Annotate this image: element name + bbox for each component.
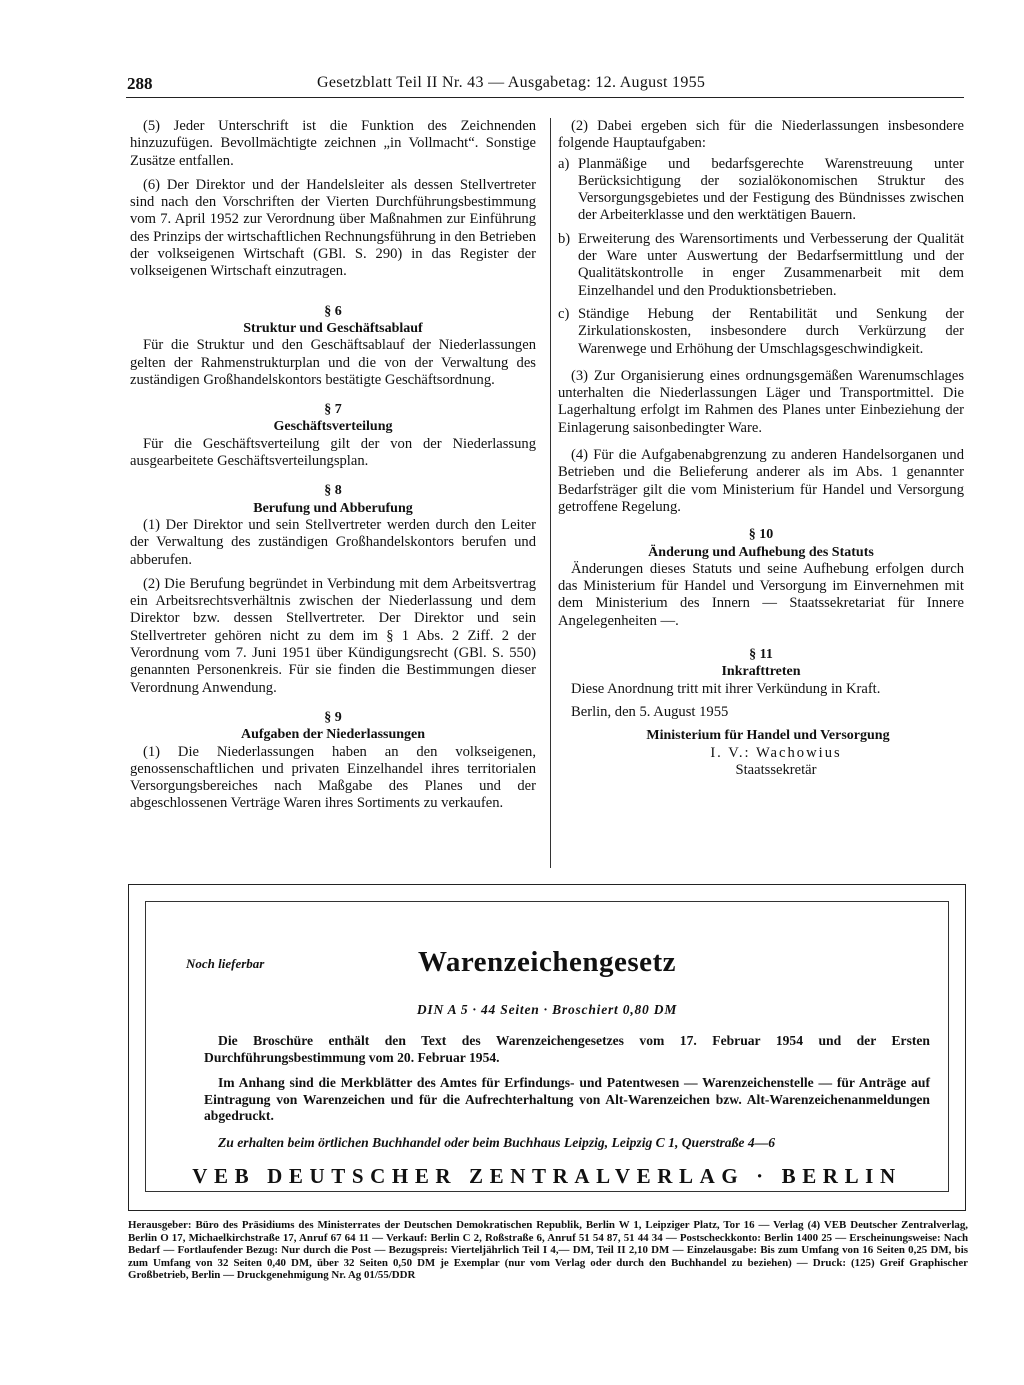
- section-6-number: § 6: [324, 303, 342, 319]
- paragraph-6: (6) Der Direktor und der Handelsleiter als dessen Stellvertreter sind nach den Vorschriften der Vierten Durchführungsbestimmung vom 7. April 1952 zur Verordnung über Maßnahmen zur Einführung des Prinzips der wirtschaftlichen Rechnungsführung in den Betrieben der volkseigenen Wirtschaft (GBl. S. 290) in das Register der volkseigenen Wirtschaft einzutragen.: [130, 176, 536, 280]
- section-11-text: Diese Anordnung tritt mit ihrer Verkündung in Kraft.: [571, 680, 881, 697]
- ad-publisher: VEB DEUTSCHER ZENTRALVERLAG · BERLIN: [192, 1164, 902, 1188]
- imprint: Herausgeber: Büro des Präsidiums des Ministerrates der Deutschen Demokratischen Republik, Berlin W 1, Leipziger Platz, Tor 16 — Verlag (4) VEB Deutscher Zentralverlag, Berlin O 17, Michaelkirchstraße 17, Anruf 67 64 11 — Verkauf: Berlin C 2, Roßstraße 6, Anruf 51 54 87, 51 44 34 — Postscheckkonto: Berlin 1400 25 — Erscheinungsweise: Nach Bedarf — Fortlaufender Bezug: Nur durch die Post — Bezugspreis: Vierteljährlich Teil I 4,— DM, Teil II 2,10 DM — Einzelausgabe: Bis zum Umfang von 16 Seiten 0,25 DM, bis zum Umfang von 32 Seiten 0,40 DM, über 32 Seiten 0,50 DM je Exemplar (nur vom Verlag oder durch den Buchhandel zu beziehen) — Druck: (125) Greif Graphischer Großbetrieb, Berlin — Druckgenehmigung Nr. Ag 01/55/DDR: [128, 1219, 968, 1282]
- signatory-title: Staatssekretär: [735, 761, 817, 778]
- date-line: Berlin, den 5. August 1955: [571, 703, 729, 720]
- left-column: [130, 118, 536, 813]
- section-8-title: Berufung und Abberufung: [253, 500, 413, 516]
- section-9-para-1: (1) Die Niederlassungen haben an den volkseigenen, genossenschaftlichen und privaten Einzelhandel ihres territorialen Versorgungsbereiches nach Maßgabe des Planes und der abgeschlossenen Verträge Waren ihres Sortiments zu verkaufen.: [130, 743, 536, 812]
- section-7-text: Für die Geschäftsverteilung gilt der von der Niederlassung ausgearbeitete Geschäftsverteilungsplan.: [130, 435, 536, 470]
- section-10-text: Änderungen dieses Statuts und seine Aufhebung erfolgen durch das Ministerium für Handel und Versorgung im Einvernehmen mit dem Ministerium des Innern — Staatssekretariat für Innere Angelegenheiten —.: [558, 560, 964, 629]
- section-8-para-1: (1) Der Direktor und sein Stellvertreter werden durch den Leiter der Verwaltung des zuständigen Großhandelskontors berufen und abberufen.: [130, 516, 536, 568]
- section-11-number: § 11: [749, 647, 773, 663]
- item-text: Planmäßige und bedarfsgerechte Warenstreuung unter Berücksichtigung der sozialökonomischen Struktur des Versorgungsgebietes und der Festigung des Bündnisses zwischen der Arbeiterklasse und den werktätigen Bauern.: [578, 155, 964, 224]
- gazette-title: Gesetzblatt Teil II Nr. 43 — Ausgabetag: 12. August 1955: [317, 74, 706, 91]
- column-divider: [550, 118, 551, 868]
- section-9-number: § 9: [324, 709, 342, 725]
- section-8-para-2: (2) Die Berufung begründet in Verbindung mit dem Arbeitsvertrag ein Arbeitsrechtsverhältnis zwischen der Niederlassung und dem Direktor bzw. dessen Stellvertreter. Der Direktor und sein Stellvertreter gehören nicht zu dem im § 1 Abs. 2 Ziff. 2 der Verordnung vom 7. Juni 1951 über Kündigungsrecht (GBl. S. 550) genannten Personenkreis. Für sie finden die Bestimmungen dieser Verordnung Anwendung.: [130, 575, 536, 696]
- signatory: I. V.: Wachowius: [710, 744, 842, 761]
- page-number: 288: [127, 74, 153, 93]
- right-column: [558, 118, 964, 779]
- ad-paragraph-1: Die Broschüre enthält den Text des Warenzeichengesetzes vom 17. Februar 1954 und der Ersten Durchführungsbestimmung vom 20. Februar 1954.: [204, 1033, 930, 1065]
- section-9-para-2: (2) Dabei ergeben sich für die Niederlassungen insbesondere folgende Hauptaufgaben:: [558, 118, 964, 152]
- header-rule: [126, 97, 964, 98]
- section-9-title: Aufgaben der Niederlassungen: [240, 727, 426, 743]
- section-9-para-3: (3) Zur Organisierung eines ordnungsgemäßen Warenumschlages unterhalten die Niederlassungen Läger und Transportmittel. Die Lagerhaltung erfolgt im Rahmen des Planes unter Einbeziehung der Einlagerung saisonbedingter Ware.: [558, 367, 964, 436]
- item-label: a): [558, 155, 570, 172]
- section-6-text: Für die Struktur und den Geschäftsablauf der Niederlassungen gelten der Rahmenstrukturplan und die von der Verwaltung des zuständigen Großhandelskontors bestätigte Geschäftsordnung.: [130, 337, 536, 388]
- ministry-name: Ministerium für Handel und Versorgung: [646, 728, 890, 744]
- paragraph-5: (5) Jeder Unterschrift ist die Funktion des Zeichnenden hinzuzufügen. Bevollmächtigte zeichnen „in Vollmacht“. Sonstige Zusätze entfallen.: [130, 118, 536, 169]
- item-label: c): [558, 305, 570, 322]
- section-10-title: Änderung und Aufhebung des Statuts: [648, 544, 874, 560]
- ad-paragraph-2: Im Anhang sind die Merkblätter des Amtes für Erfindungs- und Patentwesen — Warenzeichenstelle — für Anträge auf Eintragung von Warenzeichen und für die Aufrechterhaltung von Alt-Warenzeichen bzw. Alt-Warenzeichenanmeldungen abgedruckt.: [204, 1075, 930, 1124]
- section-11-title: Inkrafttreten: [721, 664, 801, 680]
- section-9-para-4: (4) Für die Aufgabenabgrenzung zu anderen Handelsorganen und Betrieben und die Belieferung anderer als im Abs. 1 genannter Bedarfsträger gilt die vom Ministerium für Handel und Versorgung getroffene Regelung.: [558, 447, 964, 515]
- page-header: [127, 74, 963, 98]
- list-item: [558, 156, 964, 225]
- advertisement-box: [128, 884, 966, 1211]
- item-text: Erweiterung des Warensortiments und Verbesserung der Qualität der Ware unter Auswertung der Bedarfsermittlung und der Qualitätskontrolle in enger Zusammenarbeit mit dem Einzelhandel und den Produktionsbetrieben.: [578, 230, 964, 299]
- section-6-title: Struktur und Geschäftsablauf: [243, 320, 423, 336]
- section-7-number: § 7: [324, 402, 342, 418]
- item-text: Ständige Hebung der Rentabilität und Senkung der Zirkulationskosten, insbesondere durch Verkürzung der Warenwege und Erhöhung der Umschlagsgeschwindigkeit.: [578, 305, 964, 357]
- item-label: b): [558, 230, 571, 247]
- section-8-number: § 8: [324, 483, 342, 499]
- ad-where-to-buy: Zu erhalten beim örtlichen Buchhandel oder beim Buchhaus Leipzig, Leipzig C 1, Querstraße 4—6: [218, 1135, 776, 1150]
- list-item: [558, 231, 964, 300]
- advertisement-inner-frame: [145, 901, 949, 1192]
- section-7-title: Geschäftsverteilung: [273, 419, 393, 435]
- ad-title: Warenzeichengesetz: [417, 946, 677, 978]
- section-10-number: § 10: [748, 527, 774, 543]
- ad-spec: DIN A 5 · 44 Seiten · Broschiert 0,80 DM: [416, 1002, 678, 1017]
- list-item: [558, 306, 964, 358]
- availability-note: Noch lieferbar: [186, 956, 265, 971]
